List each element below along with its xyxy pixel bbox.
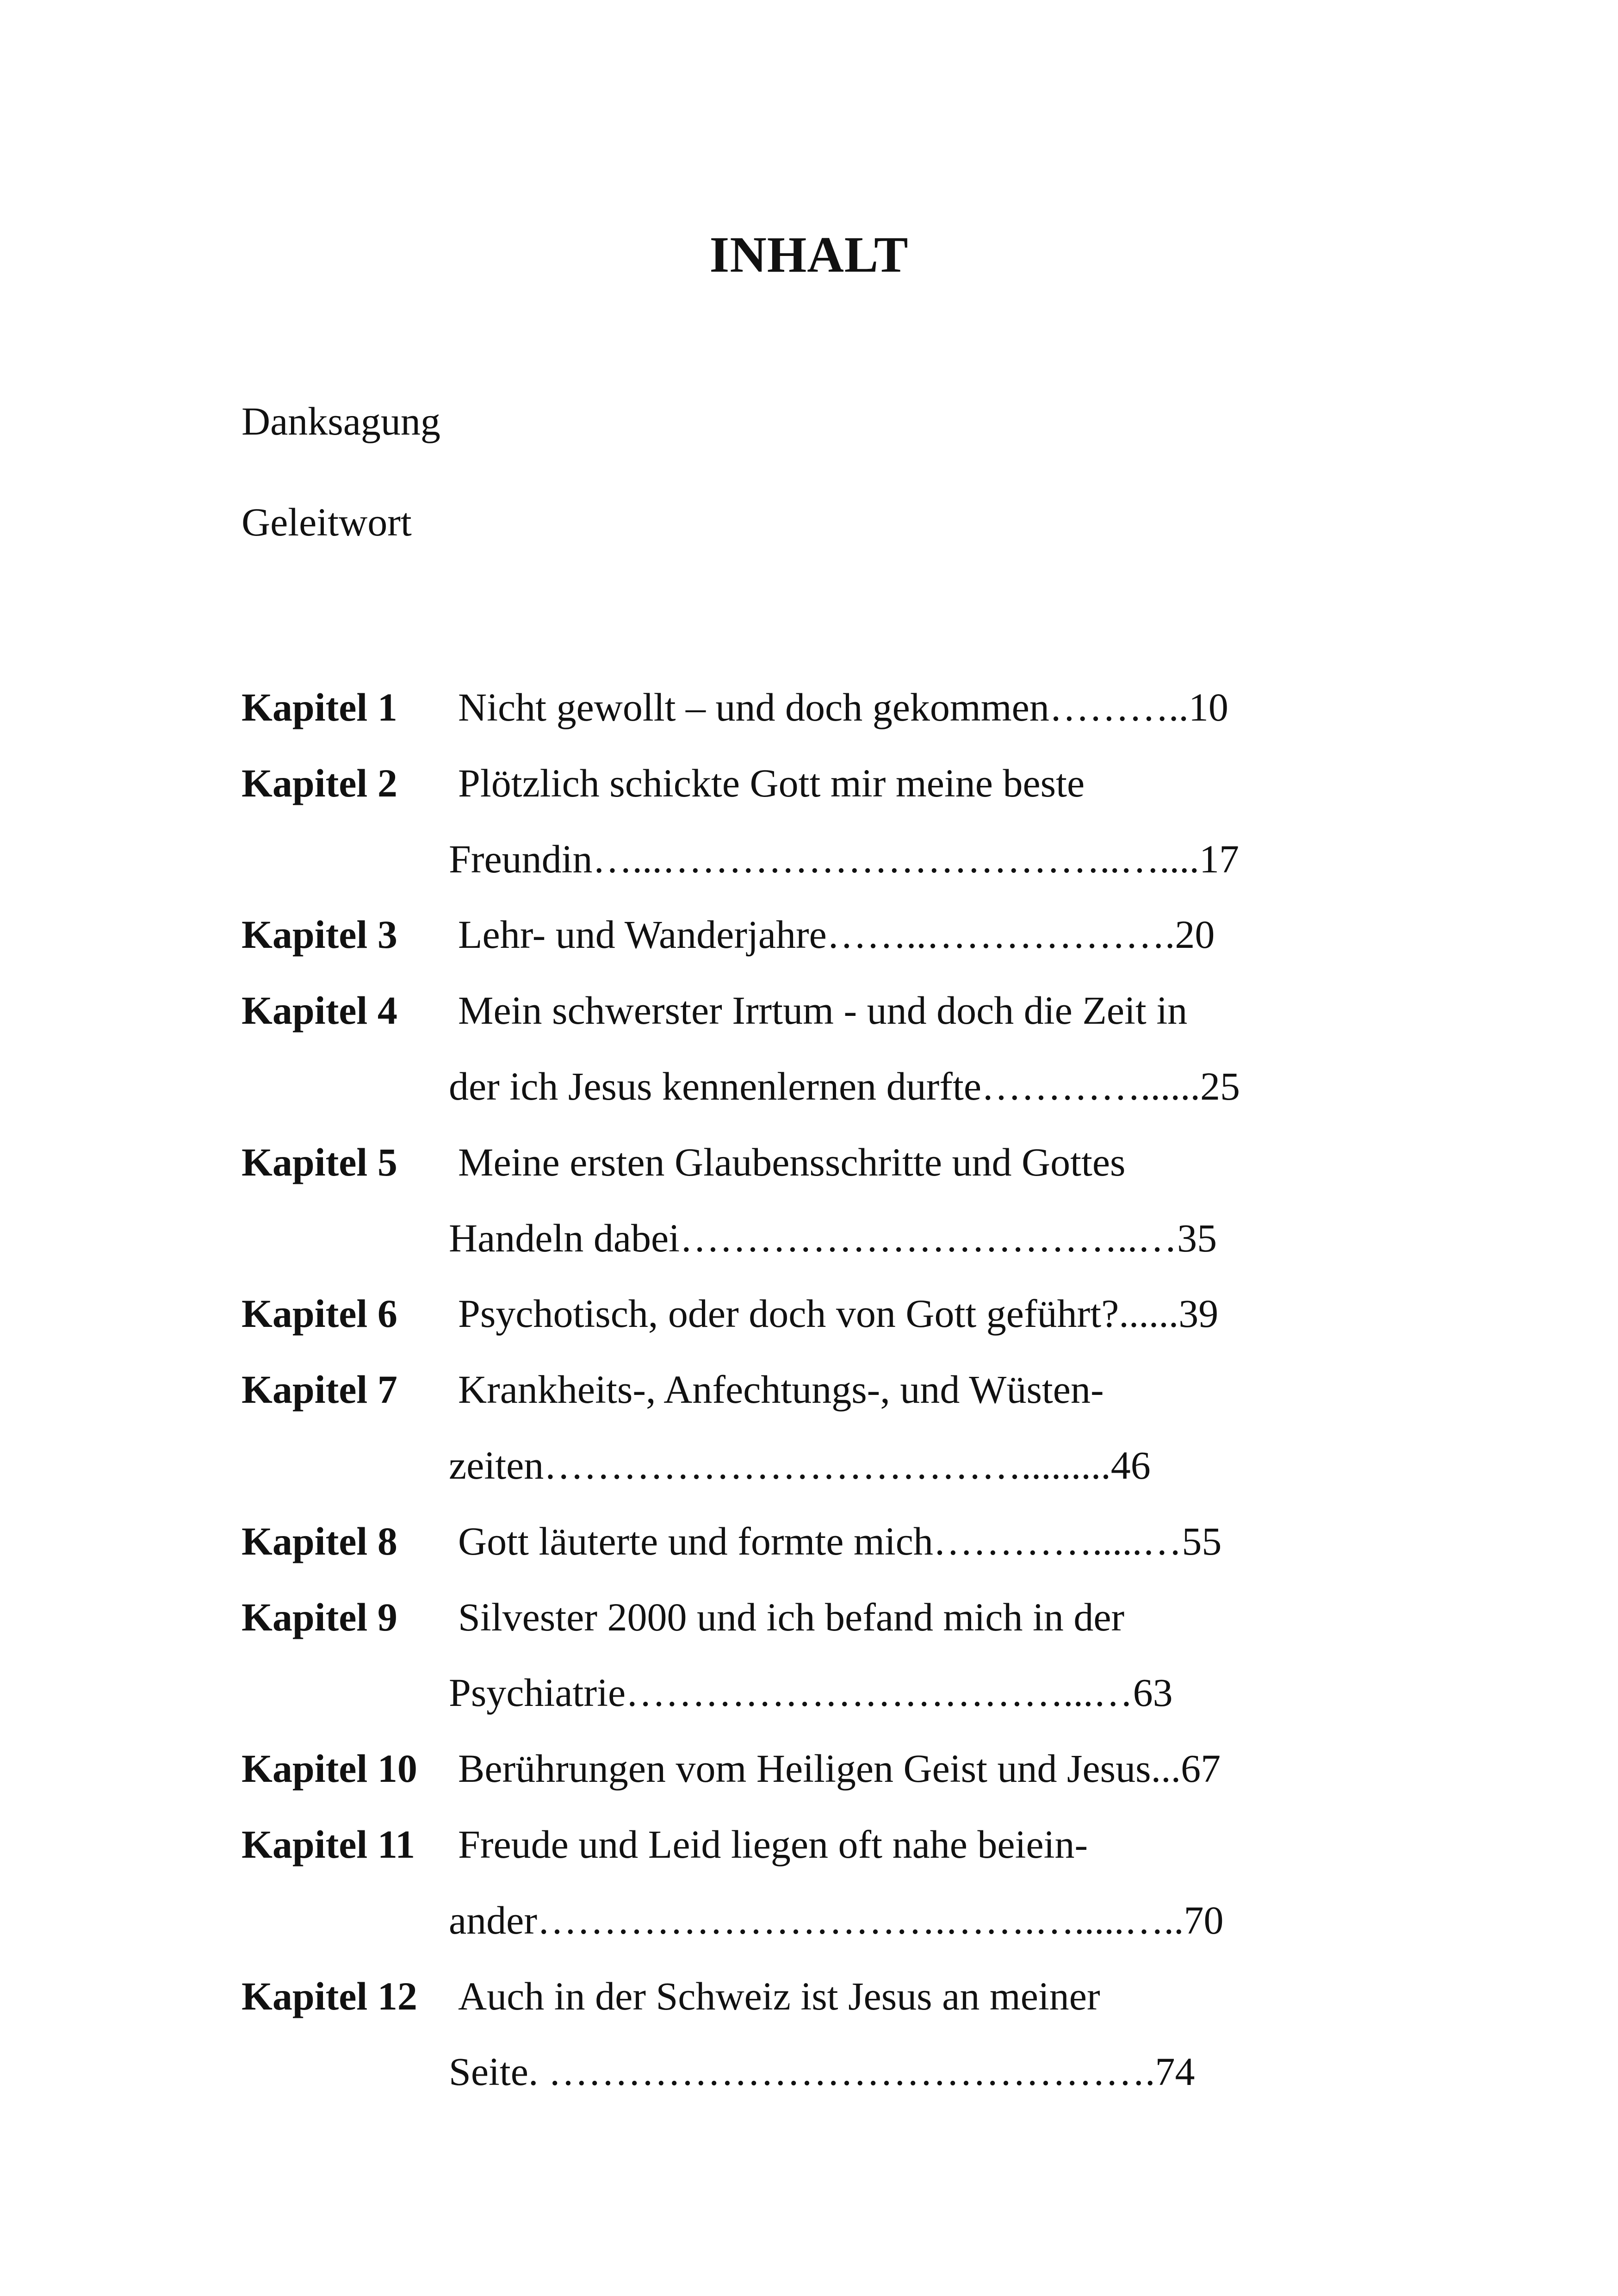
chapter-title: Mein schwerster Irrtum - und doch die Zeit in <box>458 988 1188 1033</box>
toc-line <box>242 1428 1398 1504</box>
chapter-label: Kapitel 2 <box>242 760 397 805</box>
chapter-label: Kapitel 10 <box>242 1746 417 1791</box>
toc-line <box>242 1883 1398 1959</box>
chapter-title-continued: Psychiatrie……………………………...…63 <box>449 1670 1173 1715</box>
chapter-label: Kapitel 12 <box>242 1973 417 2018</box>
toc-line <box>242 1352 1398 1428</box>
toc-line <box>242 1276 1398 1352</box>
toc-line <box>242 897 1398 973</box>
toc-line <box>242 973 1398 1049</box>
toc-line <box>242 2034 1398 2110</box>
chapter-label: Kapitel 7 <box>242 1367 397 1412</box>
toc-line <box>242 746 1398 821</box>
toc-line <box>242 1580 1398 1655</box>
chapter-label: Kapitel 1 <box>242 685 397 729</box>
toc-line <box>242 1049 1398 1125</box>
chapter-title: Berührungen vom Heiligen Geist und Jesus...67 <box>458 1746 1221 1791</box>
chapter-label: Kapitel 11 <box>242 1822 415 1867</box>
chapter-label: Kapitel 5 <box>242 1139 397 1184</box>
chapter-label: Kapitel 6 <box>242 1291 397 1336</box>
toc-line <box>242 1125 1398 1201</box>
toc-line <box>242 821 1398 897</box>
chapter-title: Gott läuterte und formte mich………….....…55 <box>458 1518 1222 1563</box>
chapter-title-continued: Freundin…...……………………………..…....17 <box>449 836 1240 881</box>
chapter-title-continued: der ich Jesus kennenlernen durfte…………......25 <box>449 1064 1240 1108</box>
chapter-title: Nicht gewollt – und doch gekommen………..10 <box>458 685 1228 729</box>
toc-line <box>242 1807 1398 1883</box>
toc-line <box>242 670 1398 746</box>
chapter-title: Freude und Leid liegen oft nahe beiein- <box>458 1822 1088 1867</box>
chapter-title: Auch in der Schweiz ist Jesus an meiner <box>458 1973 1100 2018</box>
chapter-label: Kapitel 3 <box>242 912 397 957</box>
chapter-title-continued: Seite. ……………………………………….74 <box>449 2049 1195 2094</box>
chapter-title-continued: zeiten……………………………….........46 <box>449 1443 1151 1487</box>
toc-line <box>242 1655 1398 1731</box>
chapter-title: Silvester 2000 und ich befand mich in der <box>458 1594 1125 1639</box>
chapter-title: Meine ersten Glaubensschritte und Gottes <box>458 1139 1126 1184</box>
front-matter-geleitwort: Geleitwort <box>242 500 412 544</box>
chapter-title: Psychotisch, oder doch von Gott geführt?......39 <box>458 1291 1219 1336</box>
chapter-label: Kapitel 9 <box>242 1594 397 1639</box>
page-title: INHALT <box>709 226 909 283</box>
toc-line <box>242 1504 1398 1580</box>
front-matter-danksagung: Danksagung <box>242 399 440 443</box>
toc-line <box>242 1201 1398 1276</box>
chapter-title: Plötzlich schickte Gott mir meine beste <box>458 760 1085 805</box>
chapter-label: Kapitel 8 <box>242 1518 397 1563</box>
chapter-title-continued: ander………………………….…….….....…..70 <box>449 1898 1224 1942</box>
chapter-label: Kapitel 4 <box>242 988 397 1033</box>
toc-line <box>242 1731 1398 1807</box>
chapter-title-continued: Handeln dabei……………………………..…35 <box>449 1215 1217 1260</box>
chapter-title: Krankheits-, Anfechtungs-, und Wüsten- <box>458 1367 1104 1412</box>
table-of-contents <box>242 670 1398 2110</box>
chapter-title: Lehr- und Wanderjahre……..……………….20 <box>458 912 1215 957</box>
toc-line <box>242 1959 1398 2035</box>
